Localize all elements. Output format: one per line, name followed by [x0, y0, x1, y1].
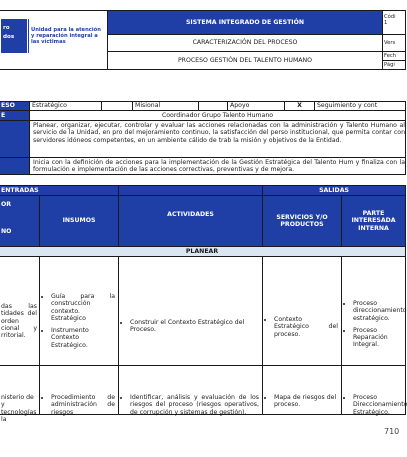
row2-servicio	[262, 365, 342, 415]
row2-interesada-text: • Proceso Direccionamiento Estratégico.	[353, 394, 403, 416]
page-cell	[382, 60, 406, 70]
objective-text: Planear, organizar, ejecutar, controlar y evaluar las acciones relacionadas con la administración y Talento Humano al servicio de la Unidad, en pro del mejoramiento continuo, la satisfacción del perso institucional, que permita contar con servidores idóneos competentes, en un ambiente cálido de trab la misión y objetivos de la Entidad.	[33, 122, 405, 144]
row1-interesada-1: • Proceso direccionamiento estratégico.	[353, 300, 403, 322]
interesada-header	[341, 195, 406, 247]
row2-servicio-text: • Mapa de riesgos del proceso.	[274, 394, 338, 409]
logo-fragment-2: dos	[3, 33, 15, 40]
insumos-header	[39, 195, 119, 247]
servicios-label: SERVICIOS Y/O PRODUCTOS	[276, 213, 328, 228]
row1-actividad	[118, 256, 263, 366]
logo-fragment-1: ro	[3, 25, 10, 31]
system-title: SISTEMA INTEGRADO DE GESTIÓN	[185, 18, 305, 26]
row1-proveedor-text: das las tidades del orden cional y rritorial.	[1, 303, 37, 340]
scope-cell	[29, 157, 406, 175]
scope-label-cell	[0, 157, 30, 175]
code-cell	[382, 10, 406, 35]
row2-actividad	[118, 365, 263, 415]
objective-label-cell	[0, 120, 30, 158]
logo-text: Unidad para la atención y reparación integral a las víctimas	[31, 27, 101, 46]
proveedor-header	[0, 195, 40, 247]
option-apoyo-mark: X	[297, 102, 302, 110]
scope-text: Inicia con la definición de acciones para la implementación de la Gestión Estratégica del Talento Hum y finaliza con la formulación e implementación de las acciones correctivas, preventivas y de mejora.	[33, 159, 405, 174]
row1-interesada-2: • Proceso Reparación Integral.	[353, 327, 403, 349]
row1-insumo-1: • Guía para la construcción contexto. Estratégico	[51, 293, 115, 322]
row1-servicio	[262, 256, 342, 366]
row2-insumos	[39, 365, 119, 415]
insumos-label: INSUMOS	[62, 217, 96, 225]
version-cell	[382, 34, 406, 52]
logo-divider	[28, 19, 29, 53]
row1-interesada	[341, 256, 406, 366]
actividades-header	[118, 195, 263, 247]
objective-cell	[29, 120, 406, 158]
servicios-header	[262, 195, 342, 247]
option-estrategico: Estratégico	[32, 102, 67, 110]
entradas-label: ENTRADAS	[1, 186, 39, 194]
page-number: 710	[384, 427, 400, 436]
salidas-label: SALIDAS	[319, 186, 349, 194]
subtitle-cell	[107, 34, 383, 52]
process-type-label: ESO	[1, 102, 15, 110]
interesada-label: PARTE INTERESADA INTERNA	[351, 210, 396, 232]
row1-actividad-text: • Construir el Contexto Estratégico del Proceso.	[130, 319, 259, 334]
code-value: 1	[384, 20, 388, 27]
row1-insumos	[39, 256, 119, 366]
page-label: Pági	[384, 62, 395, 68]
process-name-cell	[107, 51, 383, 70]
row2-proveedor	[0, 365, 40, 423]
row2-proveedor-text: nisterio de y tecnologías la	[1, 394, 37, 423]
row1-proveedor	[0, 256, 40, 366]
proveedor-fragment-2: NO	[1, 228, 12, 236]
proveedor-fragment-1: OR	[1, 201, 12, 208]
logo-cell	[0, 10, 108, 70]
version-label: Vers	[384, 40, 396, 46]
code-label: Códi	[384, 14, 396, 20]
option-misional: Misional	[135, 102, 161, 110]
row2-actividad-text: • Identificar, análisis y evaluación de los riesgos del proceso (riesgos operativos, de corrupción y sistemas de gestión).	[130, 394, 259, 416]
option-apoyo: Apoyo	[230, 102, 250, 110]
process-name: PROCESO GESTIÓN DEL TALENTO HUMANO	[177, 56, 313, 64]
row2-interesada	[341, 365, 406, 415]
date-label: Fech	[384, 53, 397, 59]
row1-insumo-2: • Instrumento Contexto Estratégico.	[51, 327, 115, 349]
phase-label: PLANEAR	[185, 247, 219, 255]
leader-value: Coordinador Grupo Talento Humano	[161, 111, 274, 119]
option-seguimiento: Seguimiento y cont	[317, 102, 378, 110]
row1-servicio-text: • Contexto Estratégico del proceso.	[274, 316, 338, 338]
logo-block	[1, 19, 27, 53]
subtitle: CARACTERIZACIÓN DEL PROCESO	[192, 39, 298, 47]
leader-label: E	[1, 111, 6, 119]
system-title-cell	[107, 10, 383, 35]
row2-insumo: • Procedimiento de administración de riesgos	[51, 394, 115, 416]
actividades-label: ACTIVIDADES	[167, 211, 214, 219]
